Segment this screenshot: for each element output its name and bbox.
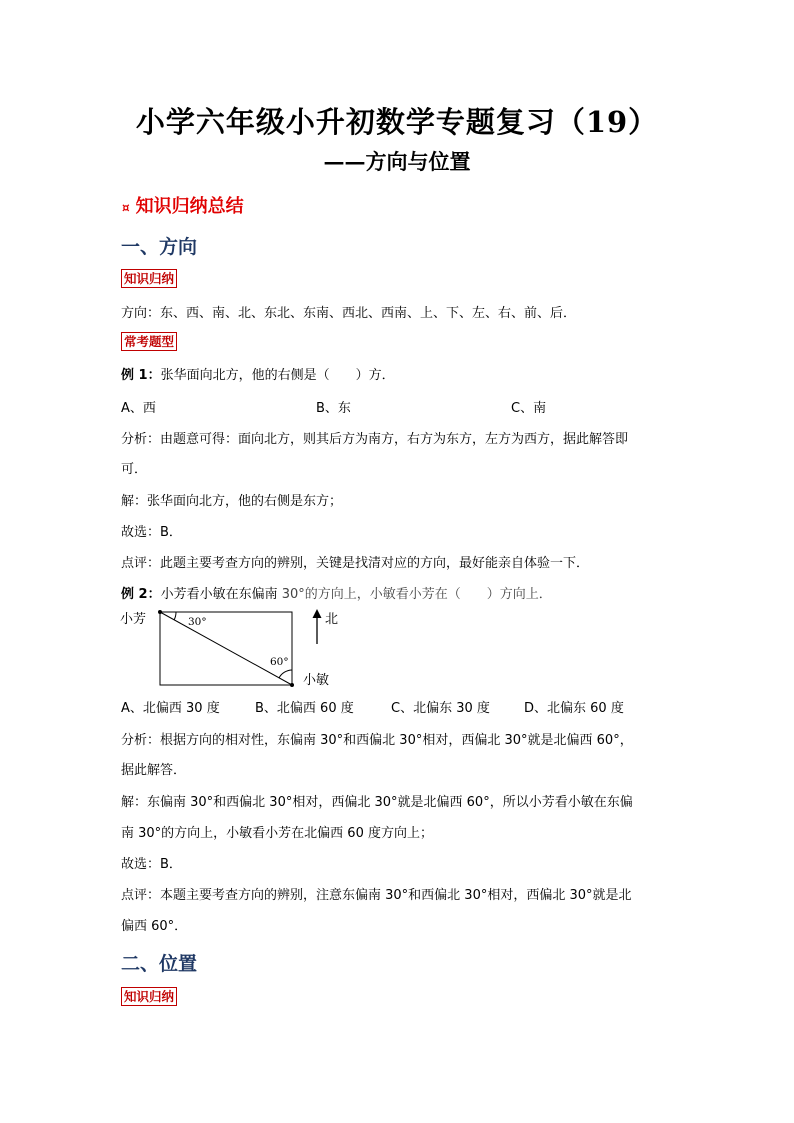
example1-option-b: B、东: [316, 401, 351, 416]
section-summary-label: 知识归纳总结: [135, 196, 244, 217]
example2-comment-1: 点评：本题主要考查方向的辨别，注意东偏南 30°和西偏北 30°相对，西偏北 30°就是北: [121, 888, 632, 903]
tag-common-questions: 常考题型: [121, 332, 177, 351]
label-xiaomin: 小敏: [303, 673, 330, 688]
example2-option-b: B、北偏西 60 度: [255, 701, 354, 716]
example2-answer: 故选：B．: [121, 857, 182, 872]
example2-text-b: 30°的方向上，小敏看小芳在（ ）方向上．: [277, 587, 552, 602]
example1-label: 例 1：: [121, 368, 161, 383]
angle-label-top: 30°: [188, 616, 207, 628]
example2-question: [121, 583, 552, 602]
example1-solution: 解：张华面向北方，他的右侧是东方；: [121, 494, 343, 509]
angle-arc-bottom: [279, 670, 292, 678]
figure-diagonal: [160, 612, 292, 685]
example1-text: 张华面向北方，他的右侧是（ ）方．: [160, 368, 395, 383]
heading-position: 二、位置: [121, 953, 198, 975]
point-xiaofang: [158, 610, 162, 614]
example2-analysis-2: 据此解答．: [121, 763, 187, 778]
label-xiaofang: 小芳: [120, 612, 147, 627]
point-xiaomin: [290, 683, 294, 687]
label-north: 北: [325, 612, 339, 627]
angle-arc-top: [174, 612, 176, 620]
page-subtitle: ——方向与位置: [323, 149, 471, 174]
section-summary-heading: [122, 192, 244, 218]
example2-solution-1: 解：东偏南 30°和西偏北 30°相对，西偏北 30°就是北偏西 60°，所以小芳看小敏在东偏: [121, 795, 633, 810]
example2-text-a: 小芳看小敏在东偏南: [160, 587, 278, 602]
tag-knowledge-summary: 知识归纳: [121, 269, 177, 288]
page-title: 小学六年级小升初数学专题复习（19）: [135, 105, 659, 139]
example2-option-c: C、北偏东 30 度: [391, 701, 490, 716]
direction-figure: [115, 604, 355, 690]
example2-solution-2: 南 30°的方向上，小敏看小芳在北偏西 60 度方向上；: [121, 826, 433, 841]
example1-analysis-1: 分析：由题意可得：面向北方，则其后方为南方，右方为东方，左方为西方，据此解答即: [121, 432, 629, 447]
example1-answer: 故选：B．: [121, 525, 182, 540]
bullet-mark: ¤: [122, 201, 130, 215]
example2-option-a: A、北偏西 30 度: [121, 701, 220, 716]
example1-comment: 点评：此题主要考查方向的辨别，关键是找清对应的方向，最好能亲自体验一下．: [121, 556, 590, 571]
example1-question: [121, 364, 395, 383]
example2-analysis-1: 分析：根据方向的相对性，东偏南 30°和西偏北 30°相对，西偏北 30°就是北偏西 60°，: [121, 733, 633, 748]
example2-label: 例 2：: [121, 587, 161, 602]
example1-analysis-2: 可．: [121, 462, 148, 477]
angle-label-bottom: 60°: [270, 656, 289, 668]
example1-option-c: C、南: [511, 401, 547, 416]
heading-direction: 一、方向: [121, 236, 198, 258]
directions-line: 方向：东、西、南、北、东北、东南、西北、西南、上、下、左、右、前、后．: [121, 306, 577, 321]
example2-comment-2: 偏西 60°．: [121, 919, 188, 934]
example1-option-a: A、西: [121, 401, 156, 416]
north-arrow-icon: [313, 609, 322, 618]
tag-knowledge-summary-2: 知识归纳: [121, 987, 177, 1006]
example2-option-d: D、北偏东 60 度: [524, 701, 624, 716]
